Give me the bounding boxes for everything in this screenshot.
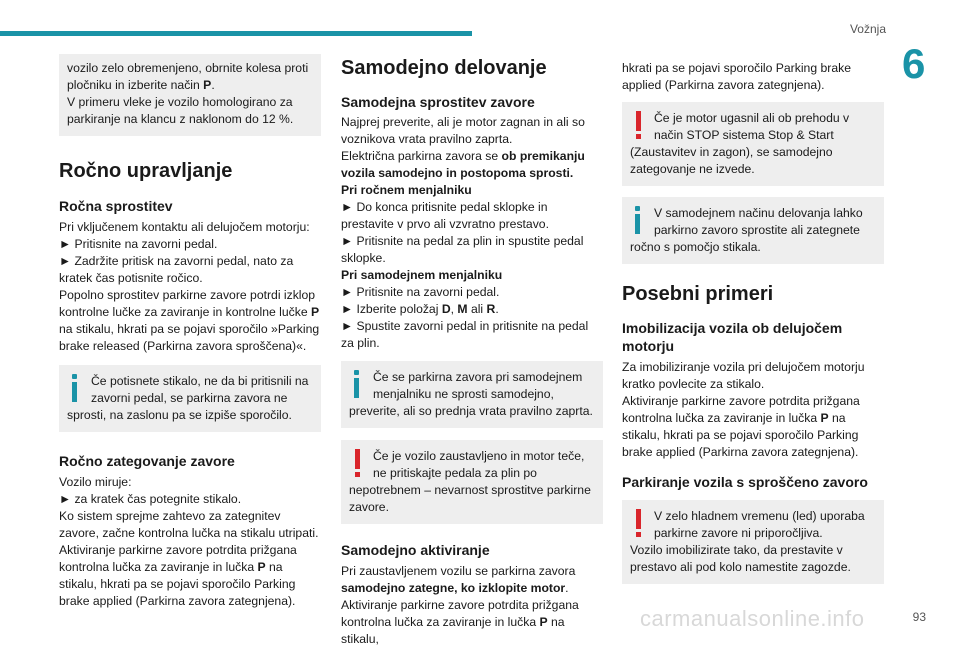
manual-apply-text: Vozilo miruje: ► za kratek čas potegnite stikalo. Ko sistem sprejme zahtevo za zategnitev zavore, začne kontrolna lučka na stikalu utripati. Aktiviranje parkirne zavore potrdita prižgana kontrolna lučka za zaviranje in lučka P na stikalu, hkrati pa se pojavi sporočilo Parking brake applied (Parkirna zavora zategnjena).	[59, 475, 319, 608]
warning-icon	[630, 508, 648, 540]
column-3	[622, 54, 884, 584]
continuation-text: hkrati pa se pojavi sporočilo Parking brake applied (Parkirna zavora zategnjena).	[622, 61, 851, 92]
auto-activation-title: Samodejno aktiviranje	[341, 542, 490, 558]
info-icon	[67, 373, 85, 405]
info-note: Če potisnete stikalo, ne da bi pritisnili na zavorni pedal, se parkirna zavora ne sprosti, na zaslonu pa se izpiše sporočilo.	[59, 365, 321, 432]
automatic-operation-title: Samodejno delovanje	[341, 57, 547, 79]
immobilization-title: Imobilizacija vozila ob delujočem motorju	[622, 320, 843, 354]
special-cases-title: Posebni primeri	[622, 283, 774, 305]
chapter-number: 6	[902, 40, 926, 87]
auto-release-text: Najprej preverite, ali je motor zagnan in ali so voznikova vrata pravilno zaprta. Električna parkirna zavora se ob premikanju vozila samodejno in postopoma sprosti. Pri ročnem menjalniku ► Do konca pritisnite pedal sklopke in prestavite v prvo ali vzvratno prestavo. ► Pritisnite na pedal za plin in spustite pedal sklopke. Pri samodejnem menjalniku ► Pritisnite na zavorni pedal. ► Izberite položaj D, M ali R. ► Spustite zavorni pedal in pritisnite na pedal za plin.	[341, 115, 589, 350]
watermark: carmanualsonline.info	[640, 606, 865, 631]
released-parking-title: Parkiranje vozila s sproščeno zavoro	[622, 474, 868, 490]
column-2	[341, 54, 603, 648]
continuation-text: vozilo zelo obremenjeno, obrnite kolesa proti pločniku in izberite način P.	[67, 61, 309, 92]
auto-activation-text: Pri zaustavljenem vozilu se parkirna zavora samodejno zategne, ko izklopite motor. Aktiviranje parkirne zavore potrdita prižgana kontrolna lučka za zaviranje in lučka P na stikalu,	[341, 564, 579, 646]
column-1	[59, 54, 321, 610]
info-icon	[349, 369, 367, 401]
section-label: Vožnja	[849, 22, 886, 36]
manual-release-text: Pri vključenem kontaktu ali delujočem motorju: ► Pritisnite na zavorni pedal. ► Zadržite pritisk na zavorni pedal, nato za kratek čas potisnite ročico. Popolno sprostitev parkirne zavore potrdi izklop kontrolne lučke za zaviranje in kontrolne lučke P na stikalu, hkrati pa se pojavi sporočilo »Parking brake released (Parkirna zavora sproščena)«.	[59, 220, 320, 353]
warning-icon	[349, 448, 367, 480]
manual-apply-title: Ročno zategovanje zavore	[59, 453, 235, 469]
info-note: V samodejnem načinu delovanja lahko parkirno zavoro sprostite ali zategnete ročno s pomočjo stikala.	[622, 197, 884, 264]
homologation-text: V primeru vleke je vozilo homologirano za parkiranje na klancu z naklonom do 12 %.	[67, 95, 294, 126]
warning-note: Če je vozilo zaustavljeno in motor teče, ne pritiskajte pedala za plin po nepotrebnem – nevarnost sprostitve parkirne zavore.	[341, 440, 603, 524]
manual-release-title: Ročna sprostitev	[59, 198, 173, 214]
info-icon	[630, 205, 648, 237]
auto-release-title: Samodejna sprostitev zavore	[341, 94, 535, 110]
manual-operation-title: Ročno upravljanje	[59, 160, 233, 182]
warning-note: Če je motor ugasnil ali ob prehodu v način STOP sistema Stop & Start (Zaustavitev in zagon), se samodejno zategovanje ne izvede.	[622, 102, 884, 186]
page-number: 93	[912, 610, 926, 624]
info-note: Če se parkirna zavora pri samodejnem menjalniku ne sprosti samodejno, preverite, ali so prednja vrata pravilno zaprta.	[341, 361, 603, 428]
warning-icon	[630, 110, 648, 142]
continuation-box	[59, 54, 321, 136]
immobilization-text: Za imobiliziranje vozila pri delujočem motorju kratko povlecite za stikalo. Aktiviranje parkirne zavore potrdita prižgana kontrolna lučka za zaviranje in lučka P na stikalu, hkrati pa se pojavi sporočilo Parking brake applied (Parkirna zavora zategnjena).	[622, 360, 865, 459]
header-accent-bar	[0, 31, 472, 36]
warning-note: V zelo hladnem vremenu (led) uporaba parkirne zavore ni priporočljiva. Vozilo imobilizirate tako, da prestavite v prestavo ali pod kolo namestite zagozde.	[622, 500, 884, 584]
